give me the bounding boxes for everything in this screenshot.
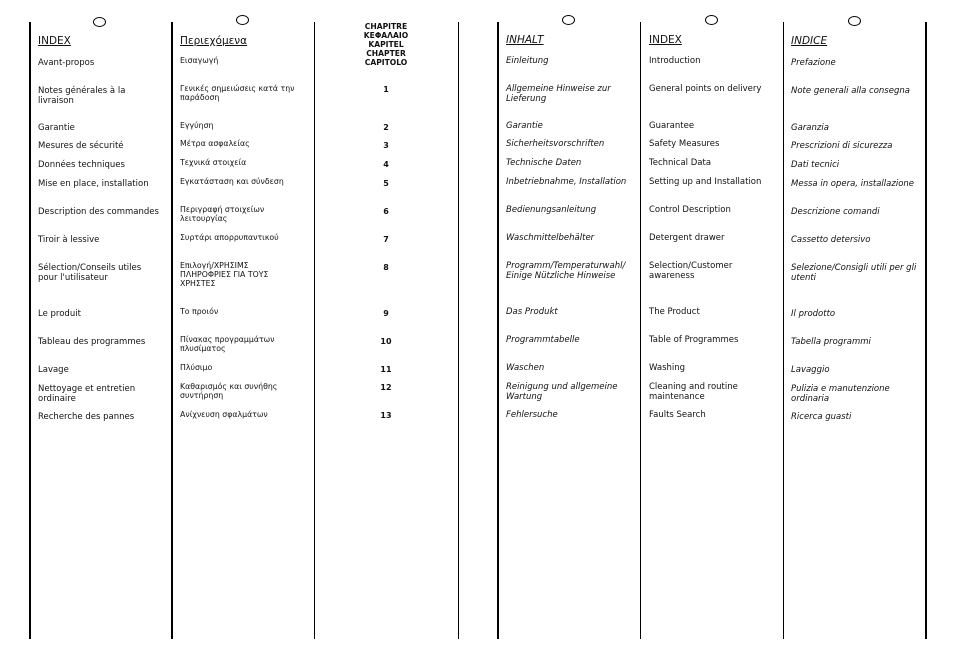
index-entry: Einleitung <box>506 56 549 66</box>
chapter-number: 9 <box>383 309 389 318</box>
index-entry: Mesures de sécurité <box>38 141 124 151</box>
index-entry: Waschen <box>506 363 545 373</box>
index-entry: Lavage <box>38 365 69 375</box>
language-circle-de <box>562 15 575 25</box>
index-entry: Il prodotto <box>791 309 836 319</box>
index-entry: Συρτάρι απορρυπαντικού <box>180 233 279 242</box>
index-entry: Guarantee <box>649 121 695 131</box>
index-entry: Tabella programmi <box>791 337 871 347</box>
index-entry: Washing <box>649 363 686 373</box>
index-entry: Waschmittelbehälter <box>506 233 595 243</box>
index-entry: Table of Programmes <box>649 335 739 345</box>
index-entry: Selection/Customer awareness <box>649 261 733 281</box>
index-entry: Programmtabelle <box>506 335 580 345</box>
language-circle-en <box>705 15 718 25</box>
column-divider <box>783 22 784 639</box>
index-entry: Ανίχνευση σφαλμάτων <box>180 410 268 419</box>
index-entry: Sicherheitsvorschriften <box>506 139 605 149</box>
language-circle-it <box>848 16 861 26</box>
column-divider <box>458 22 459 639</box>
index-entry: Garantie <box>38 123 75 133</box>
index-entry: Cassetto detersivo <box>791 235 871 245</box>
index-entry: Πλύσιμο <box>180 363 213 372</box>
column-divider <box>497 22 499 639</box>
index-entry: Detergent drawer <box>649 233 725 243</box>
chapter-number: 5 <box>383 179 389 188</box>
index-entry: Le produit <box>38 309 81 319</box>
index-entry: Introduction <box>649 56 701 66</box>
chapter-number: 6 <box>383 207 389 216</box>
index-entry: Prescrizioni di sicurezza <box>791 141 893 151</box>
column-divider <box>171 22 173 639</box>
index-entry: Description des commandes <box>38 207 159 217</box>
index-entry: Programm/Temperaturwahl/ Einige Nützliche Hinweise <box>506 261 626 281</box>
chapter-number: 11 <box>380 365 392 374</box>
index-entry: Tableau des programmes <box>38 337 146 347</box>
index-entry: Το προιόν <box>180 307 219 316</box>
index-entry: Notes générales à la livraison <box>38 86 126 106</box>
index-entry: Καθαρισμός και συνήθης συντήρηση <box>180 382 278 400</box>
index-entry: Fehlersuche <box>506 410 558 420</box>
index-entry: Γενικές σημειώσεις κατά την παράδοση <box>180 84 295 102</box>
index-entry: Εγγύηση <box>180 121 214 130</box>
chapter-number: 4 <box>383 160 389 169</box>
chapter-number: 1 <box>383 85 389 94</box>
index-entry: Setting up and Installation <box>649 177 762 187</box>
index-entry: Technical Data <box>649 158 712 168</box>
chapter-number: 2 <box>383 123 389 132</box>
index-entry: Bedienungsanleitung <box>506 205 597 215</box>
column-divider <box>29 22 31 639</box>
column-header: INHALT <box>506 34 544 46</box>
index-entry: Technische Daten <box>506 158 582 168</box>
index-entry: Mise en place, installation <box>38 179 149 189</box>
index-entry: Descrizione comandi <box>791 207 880 217</box>
index-entry: Selezione/Consigli utili per gli utenti <box>791 263 917 283</box>
column-divider <box>925 22 927 639</box>
index-entry: Lavaggio <box>791 365 830 375</box>
index-entry: Inbetriebnahme, Installation <box>506 177 627 187</box>
index-entry: Pulizia e manutenzione ordinaria <box>791 384 890 404</box>
column-divider <box>314 22 315 639</box>
index-entry: Note generali alla consegna <box>791 86 910 96</box>
chapter-header: CHAPITRE ΚΕΦΑΛΑΙΟ KAPITEL CHAPTER CAPITOLO <box>363 22 409 67</box>
index-entry: The Product <box>649 307 700 317</box>
index-entry: Prefazione <box>791 58 836 68</box>
index-entry: Reinigung und allgemeine Wartung <box>506 382 618 402</box>
language-circle-fr <box>93 17 106 27</box>
index-entry: Safety Measures <box>649 139 720 149</box>
index-entry: Control Description <box>649 205 731 215</box>
chapter-number: 13 <box>380 411 392 420</box>
index-entry: Garanzia <box>791 123 829 133</box>
chapter-number: 7 <box>383 235 389 244</box>
index-entry: Επιλογή/ΧΡΗΣΙΜΣ ΠΛΗΡΟΦΡΙΕΣ ΓΙΑ ΤΟΥΣ ΧΡΗΣΤΕΣ <box>180 261 269 288</box>
index-entry: Nettoyage et entretien ordinaire <box>38 384 136 404</box>
chapter-number: 12 <box>380 383 392 392</box>
index-entry: Faults Search <box>649 410 706 420</box>
index-entry: Μέτρα ασφαλείας <box>180 139 250 148</box>
index-entry: Dati tecnici <box>791 160 840 170</box>
column-header: INDICE <box>791 35 828 47</box>
index-entry: Garantie <box>506 121 543 131</box>
column-header: INDEX <box>649 34 682 46</box>
index-entry: Πίνακας προγραμμάτων πλυσίματος <box>180 335 275 353</box>
chapter-number: 3 <box>383 141 389 150</box>
chapter-number: 8 <box>383 263 389 272</box>
column-header: INDEX <box>38 35 71 47</box>
chapter-number: 10 <box>380 337 392 346</box>
index-entry: Τεχνικά στοιχεία <box>180 158 247 167</box>
index-entry: Messa in opera, installazione <box>791 179 915 189</box>
index-entry: Περιγραφή στοιχείων λειτουργίας <box>180 205 265 223</box>
index-entry: General points on delivery <box>649 84 762 94</box>
index-entry: Εγκατάσταση και σύνδεση <box>180 177 284 186</box>
index-entry: Avant-propos <box>38 58 95 68</box>
language-circle-gr <box>236 15 249 25</box>
column-divider <box>640 22 641 639</box>
index-entry: Données techniques <box>38 160 125 170</box>
index-entry: Ricerca guasti <box>791 412 852 422</box>
index-entry: Cleaning and routine maintenance <box>649 382 738 402</box>
index-entry: Sélection/Conseils utiles pour l'utilisateur <box>38 263 142 283</box>
index-entry: Recherche des pannes <box>38 412 135 422</box>
index-entry: Das Produkt <box>506 307 558 317</box>
index-entry: Allgemeine Hinweise zur Lieferung <box>506 84 611 104</box>
index-entry: Εισαγωγή <box>180 56 219 65</box>
index-entry: Tiroir à lessive <box>38 235 100 245</box>
column-header: Περιεχόμενα <box>180 35 248 47</box>
